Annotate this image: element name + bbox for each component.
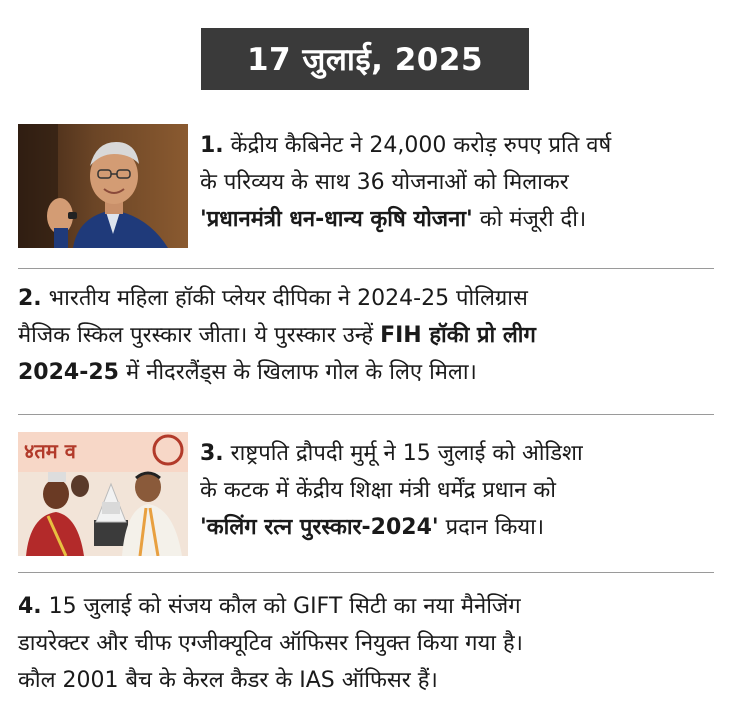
divider-2	[18, 414, 714, 415]
news-item-1-line2: के परिव्यय के साथ 36 योजनाओं को मिलाकर	[200, 170, 569, 195]
news-item-1-number: 1.	[200, 133, 224, 158]
news-item-3-text3: प्रदान किया।	[438, 515, 545, 540]
news-photo-award-ceremony	[18, 432, 188, 556]
news-item-3-number: 3.	[200, 441, 224, 466]
news-item-3-line1	[200, 435, 716, 472]
news-item-2-text1: भारतीय महिला हॉकी प्लेयर दीपिका ने 2024-25 पोलिग्रास	[48, 286, 528, 311]
news-item-1-line1	[200, 127, 716, 164]
news-item-3	[200, 435, 716, 546]
divider-1	[18, 268, 714, 269]
news-item-4-line2: डायरेक्टर और चीफ एग्जीक्यूटिव ऑफिसर नियुक्त किया गया है।	[18, 631, 524, 656]
news-item-2-league-name: FIH हॉकी प्रो लीग	[380, 323, 536, 348]
news-item-4	[18, 588, 714, 699]
news-item-2-line2	[18, 317, 714, 354]
news-item-1-text3: को मंजूरी दी।	[472, 207, 587, 232]
news-item-2	[18, 280, 714, 391]
news-item-3-award-name: 'कलिंग रत्न पुरस्कार-2024'	[200, 515, 439, 540]
news-item-2-number: 2.	[18, 286, 42, 311]
news-item-1-scheme-name: 'प्रधानमंत्री धन-धान्य कृषि योजना'	[200, 207, 473, 232]
news-item-1	[200, 127, 716, 238]
news-item-4-text1: 15 जुलाई को संजय कौल को GIFT सिटी का नया मैनेजिंग	[48, 594, 521, 619]
date-text: 17 जुलाई, 2025	[246, 42, 484, 78]
news-item-3-text1: राष्ट्रपति द्रौपदी मुर्मू ने 15 जुलाई को ओडिशा	[230, 441, 583, 466]
date-banner	[201, 28, 529, 90]
news-item-2-line1	[18, 280, 714, 317]
news-item-2-line3	[18, 354, 714, 391]
divider-3	[18, 572, 714, 573]
news-item-3-line3	[200, 509, 716, 546]
news-photo-minister	[18, 124, 188, 248]
ceremony-banner-text: ४तम व	[24, 439, 76, 463]
news-item-4-line3: कौल 2001 बैच के केरल कैडर के IAS ऑफिसर हैं।	[18, 668, 438, 693]
news-item-4-number: 4.	[18, 594, 42, 619]
news-item-2-season: 2024-25	[18, 360, 119, 385]
news-item-1-line3	[200, 201, 716, 238]
news-item-3-line2: के कटक में केंद्रीय शिक्षा मंत्री धर्मेंद्र प्रधान को	[200, 478, 556, 503]
news-item-2-text3: में नीदरलैंड्स के खिलाफ गोल के लिए मिला।	[118, 360, 477, 385]
news-item-1-text1: केंद्रीय कैबिनेट ने 24,000 करोड़ रुपए प्रति वर्ष	[230, 133, 612, 158]
news-item-2-text2: मैजिक स्किल पुरस्कार जीता। ये पुरस्कार उन्हें	[18, 323, 381, 348]
news-item-4-line1	[18, 588, 714, 625]
